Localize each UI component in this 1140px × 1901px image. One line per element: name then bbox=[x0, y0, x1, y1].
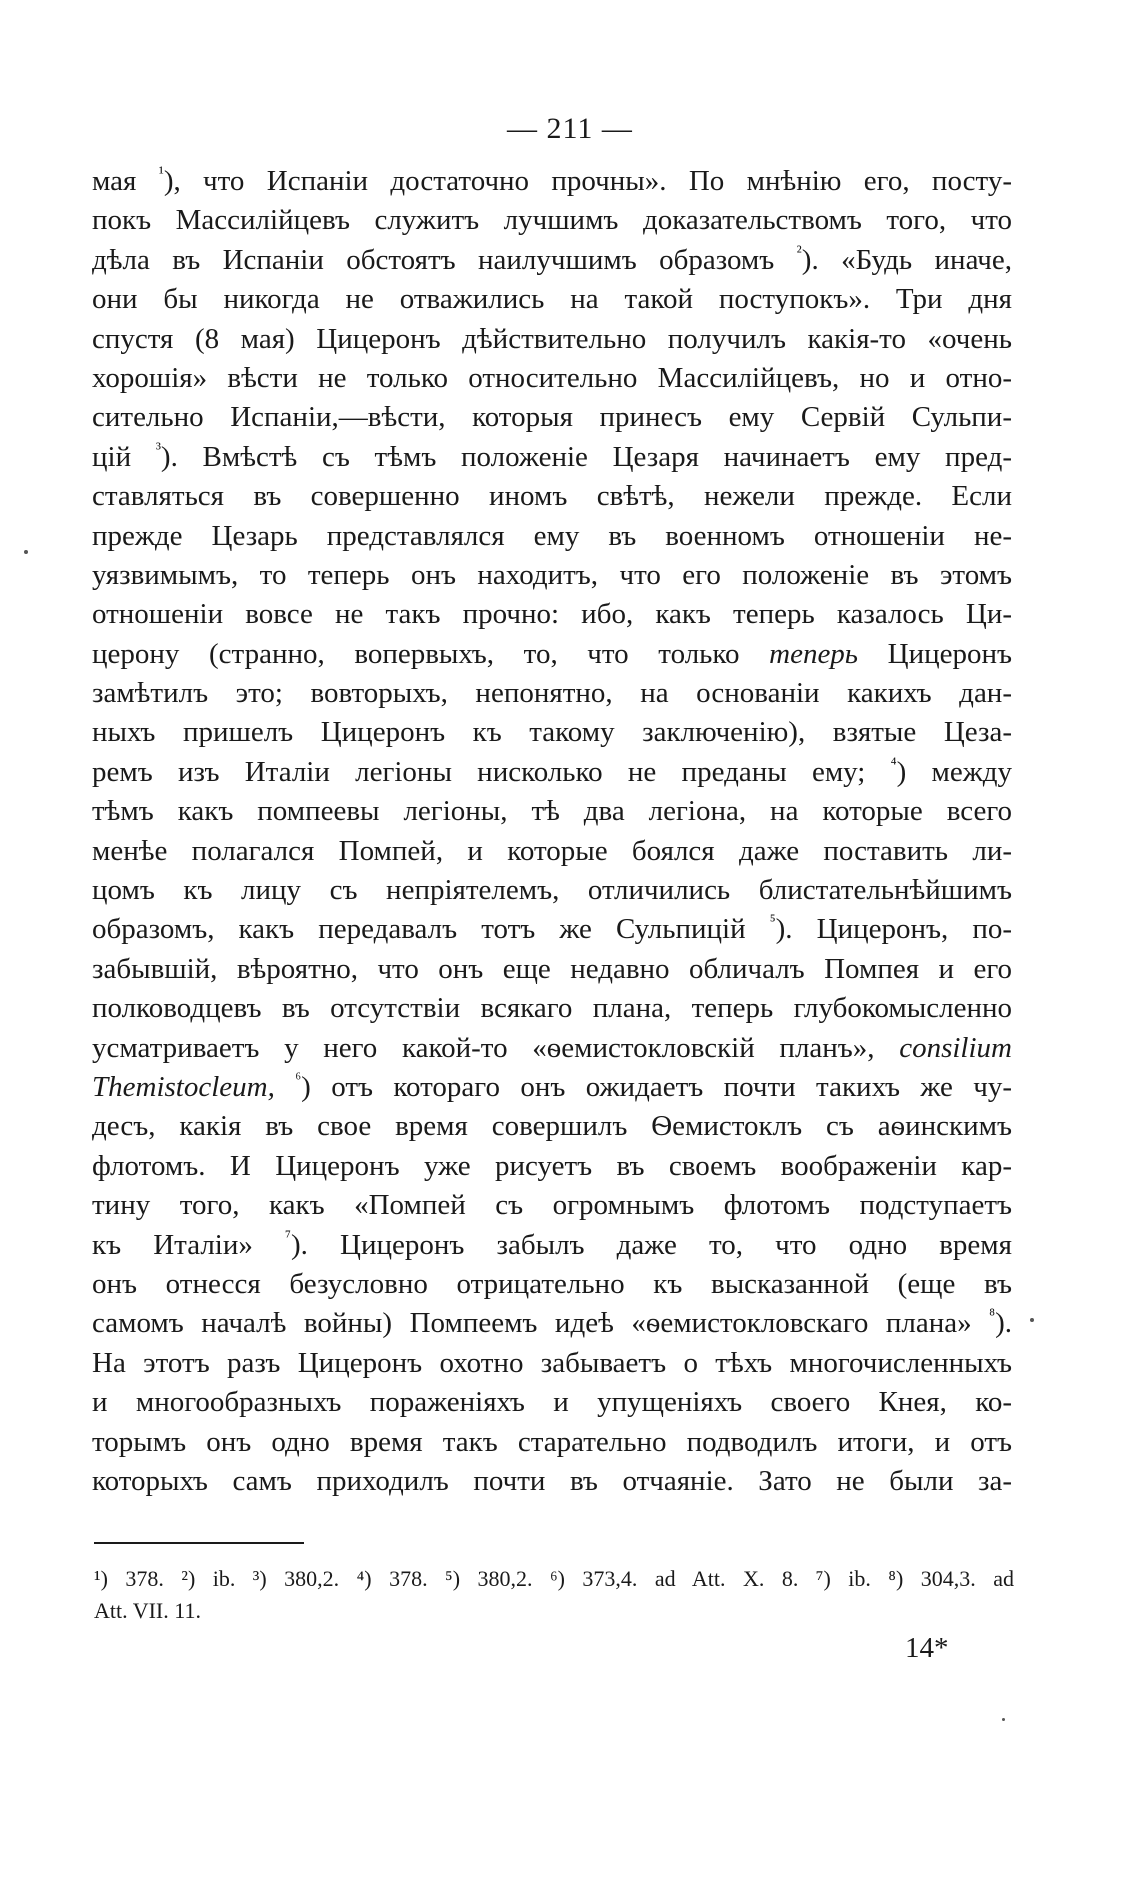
text-line bbox=[92, 556, 1012, 595]
text-segment: прежде Цезарь представлялся ему въ военномъ отношеніи не- bbox=[92, 519, 1012, 552]
text-line bbox=[92, 1344, 1012, 1383]
text-line bbox=[92, 438, 1012, 477]
text-segment: замѣтилъ это; вовторыхъ, непонятно, на основаніи какихъ дан- bbox=[92, 677, 1012, 710]
body-text bbox=[92, 162, 1012, 1501]
text-line bbox=[92, 1226, 1012, 1265]
text-line bbox=[92, 517, 1012, 556]
text-segment: они бы никогда не отважились на такой поступокъ». Три дня bbox=[92, 283, 1012, 316]
text-segment: образомъ, какъ передавалъ тотъ же Сульпицій bbox=[92, 913, 770, 946]
text-segment bbox=[275, 1071, 295, 1103]
text-line bbox=[92, 1462, 1012, 1501]
text-segment: уязвимымъ, то теперь онъ находитъ, что его положеніе въ этомъ bbox=[92, 558, 1012, 591]
text-line bbox=[92, 1107, 1012, 1146]
footnote-marker: ¹ bbox=[158, 163, 164, 182]
text-segment: спустя (8 мая) Цицеронъ дѣйствительно получилъ какія-то «очень bbox=[92, 322, 1012, 355]
text-line bbox=[92, 674, 1012, 713]
text-segment: хорошія» вѣсти не только относительно Массилійцевъ, но и отно- bbox=[92, 361, 1012, 394]
footnote-marker: ⁶ bbox=[295, 1068, 302, 1088]
text-segment: отношеніи вовсе не такъ прочно: ибо, какъ теперь казалось Ци- bbox=[92, 598, 1012, 631]
text-segment: дѣла въ Испаніи обстоятъ наилучшимъ образомъ bbox=[92, 243, 797, 276]
text-line bbox=[92, 792, 1012, 831]
footnote-marker: ³ bbox=[155, 438, 161, 458]
paper-speck bbox=[24, 550, 28, 554]
footnote-marker: ² bbox=[796, 241, 802, 261]
text-segment: самомъ началѣ войны) Помпеемъ идеѣ «ѳемистокловскаго плана» bbox=[92, 1307, 990, 1340]
text-segment: полководцевъ въ отсутствіи всякаго плана, теперь глубокомысленно bbox=[92, 992, 1012, 1025]
text-segment: къ Италіи» bbox=[92, 1228, 286, 1261]
text-line bbox=[92, 320, 1012, 359]
page-number: — 211 — bbox=[507, 112, 633, 145]
text-segment: онъ отнесся безусловно отрицательно къ высказанной (еще въ bbox=[92, 1267, 1012, 1300]
text-segment: флотомъ. И Цицеронъ уже рисуетъ въ своемъ воображеніи кар- bbox=[92, 1149, 1012, 1182]
text-line bbox=[92, 1186, 1012, 1225]
text-segment: которыхъ самъ приходилъ почти въ отчаяніе. Зато не были за- bbox=[92, 1464, 1012, 1497]
text-segment: ) между bbox=[896, 755, 1012, 788]
signature-mark: 14* bbox=[905, 1632, 949, 1664]
text-segment: ставляться въ совершенно иномъ свѣтѣ, нежели прежде. Если bbox=[92, 480, 1012, 513]
text-line bbox=[92, 1423, 1012, 1462]
italic-text: Themistocleum, bbox=[92, 1070, 275, 1103]
text-line bbox=[92, 635, 1012, 674]
text-line bbox=[92, 280, 1012, 319]
text-line bbox=[92, 359, 1012, 398]
text-segment: ). bbox=[995, 1307, 1012, 1340]
text-segment: церону (странно, вопервыхъ, то, что только bbox=[92, 637, 770, 670]
text-line bbox=[92, 989, 1012, 1028]
footnote-marker: ⁵ bbox=[769, 911, 776, 931]
paper-speck bbox=[1030, 1318, 1034, 1322]
text-line bbox=[92, 1304, 1012, 1343]
footnote-marker: ⁷ bbox=[285, 1226, 291, 1246]
text-line bbox=[92, 201, 1012, 240]
text-line bbox=[92, 595, 1012, 634]
text-segment: ). «Будь иначе, bbox=[801, 243, 1012, 276]
footnote-marker: ⁸ bbox=[989, 1305, 996, 1325]
text-segment: ). Вмѣстѣ съ тѣмъ положеніе Цезаря начинаетъ ему пред- bbox=[160, 440, 1012, 473]
text-segment: усматриваетъ у него какой-то «ѳемистокловскій планъ», bbox=[92, 1031, 900, 1064]
text-segment: менѣе полагался Помпей, и которые боялся даже поставить ли- bbox=[92, 834, 1012, 867]
text-line bbox=[92, 950, 1012, 989]
text-segment: покъ Массилійцевъ служитъ лучшимъ доказательствомъ того, что bbox=[92, 204, 1012, 237]
text-line bbox=[92, 398, 1012, 437]
text-segment: цій bbox=[92, 440, 156, 473]
footnotes bbox=[94, 1563, 1014, 1627]
text-segment: На этотъ разъ Цицеронъ охотно забываетъ о тѣхъ многочисленныхъ bbox=[92, 1346, 1012, 1379]
text-segment: цомъ къ лицу съ непріятелемъ, отличились блистательнѣйшимъ bbox=[92, 874, 1012, 907]
italic-text: теперь bbox=[769, 637, 859, 670]
text-segment: забывшій, вѣроятно, что онъ еще недавно обличалъ Помпея и его bbox=[92, 952, 1012, 985]
footnote-divider bbox=[94, 1542, 304, 1544]
footnote-marker: ⁴ bbox=[890, 753, 897, 773]
footnote-line: Att. VII. 11. bbox=[94, 1598, 201, 1623]
text-segment: сительно Испаніи,—вѣсти, которыя принесъ ему Сервій Сульпи- bbox=[92, 401, 1012, 434]
text-line bbox=[92, 753, 1012, 792]
italic-text: consilium bbox=[899, 1031, 1012, 1064]
text-line bbox=[92, 1147, 1012, 1186]
text-segment: тину того, какъ «Помпей съ огромнымъ флотомъ подступаетъ bbox=[92, 1189, 1012, 1222]
text-segment: ныхъ пришелъ Цицеронъ къ такому заключенію), взятые Цеза- bbox=[92, 716, 1012, 749]
text-line bbox=[92, 910, 1012, 949]
text-line bbox=[92, 241, 1012, 280]
text-line bbox=[92, 713, 1012, 752]
paper-speck bbox=[1002, 1718, 1005, 1721]
text-segment: мая bbox=[92, 165, 159, 197]
text-line bbox=[92, 162, 1012, 201]
text-segment: десъ, какія въ свое время совершилъ Ѳемистоклъ съ аѳинскимъ bbox=[92, 1110, 1012, 1143]
text-line bbox=[92, 1068, 1012, 1107]
text-segment: и многообразныхъ пораженіяхъ и упущеніяхъ своего Кнея, ко- bbox=[92, 1386, 1012, 1419]
text-segment: тѣмъ какъ помпеевы легіоны, тѣ два легіона, на которые всего bbox=[92, 795, 1012, 828]
footnote-line: ¹) 378. ²) ib. ³) 380,2. ⁴) 378. ⁵) 380,2. ⁶) 373,4. ad Att. X. 8. ⁷) ib. ⁸) 304,3. ad bbox=[94, 1566, 1014, 1591]
text-segment: торымъ онъ одно время такъ старательно подводилъ итоги, и отъ bbox=[92, 1425, 1012, 1458]
text-segment: Цицеронъ bbox=[858, 637, 1012, 670]
text-segment: ), что Испаніи достаточно прочны». По мнѣнію его, посту- bbox=[163, 165, 1012, 197]
text-segment: ) отъ котораго онъ ожидаетъ почти такихъ же чу- bbox=[301, 1070, 1012, 1103]
text-line bbox=[92, 477, 1012, 516]
text-segment: ). Цицеронъ, по- bbox=[775, 913, 1012, 946]
text-line bbox=[92, 1029, 1012, 1068]
text-segment: ). Цицеронъ забылъ даже то, что одно время bbox=[290, 1228, 1012, 1261]
text-line bbox=[92, 832, 1012, 871]
text-line bbox=[92, 871, 1012, 910]
text-line bbox=[92, 1265, 1012, 1304]
text-line bbox=[92, 1383, 1012, 1422]
text-segment: ремъ изъ Италіи легіоны нисколько не преданы ему; bbox=[92, 755, 891, 788]
